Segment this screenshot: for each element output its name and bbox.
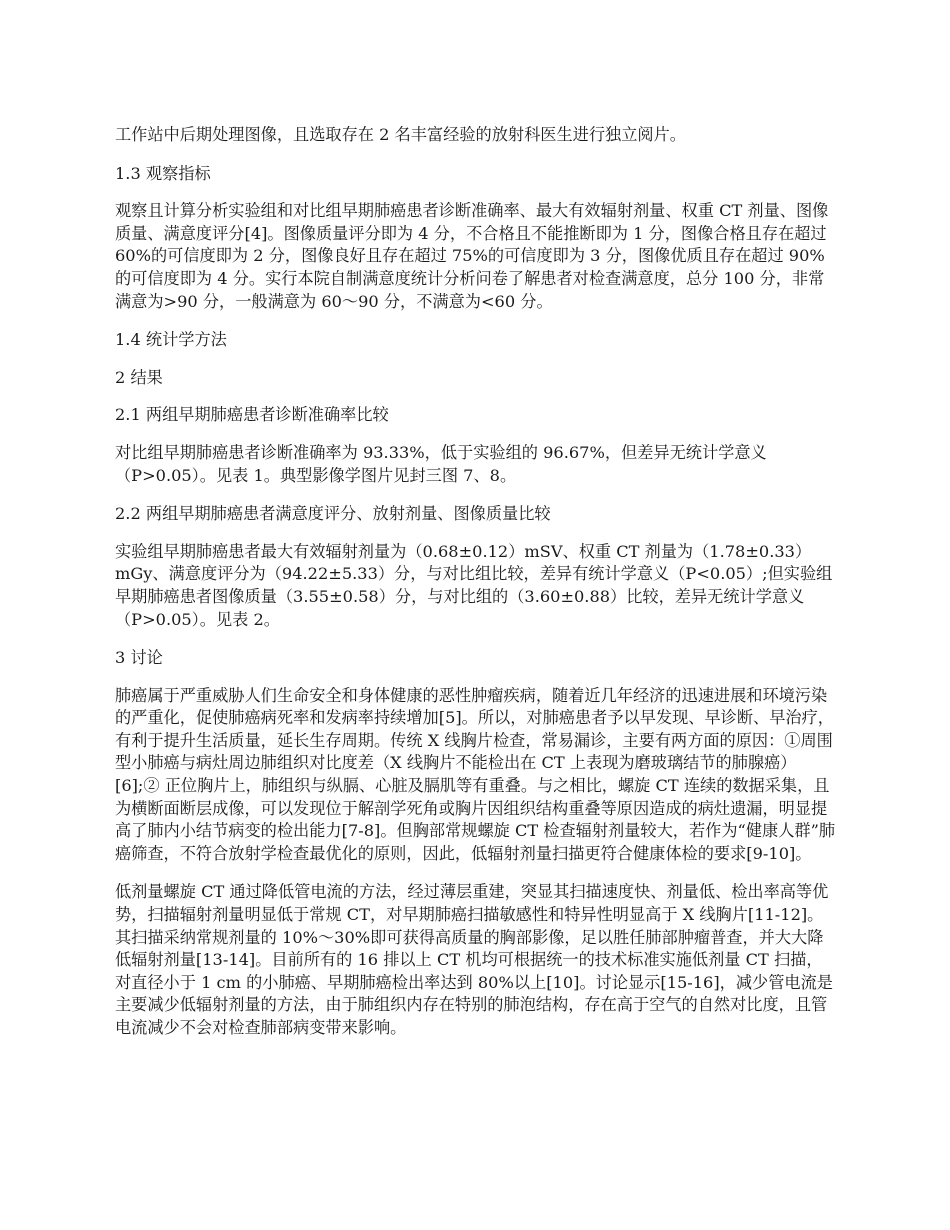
- paragraph-discussion-2: 低剂量螺旋 CT 通过降低管电流的方法，经过薄层重建，突显其扫描速度快、剂量低、检出率高等优势，扫描辐射剂量明显低于常规 CT，对早期肺癌扫描敏感性和特异性明显高于 X 线胸片[11-12]。其扫描采纳常规剂量的 10%～30%即可获得高质量的胸部影像，足以胜任肺部肿瘤普查，并大大降低辐射剂量[13-14]。目前所有的 16 排以上 CT 机均可根据统一的技术标准实施低剂量 CT 扫描，对直径小于 1 cm 的小肺癌、早期肺癌检出率达到 80%以上[10]。讨论显示[15-16]，减少管电流是主要减少低辐射剂量的方法，由于肺组织内存在特别的肺泡结构，存在高于空气的自然对比度，且管电流减少不会对检查肺部病变带来影响。: [115, 882, 833, 1037]
- section-heading-2: 2 结果: [115, 367, 163, 387]
- section-heading-3: 3 讨论: [115, 648, 163, 668]
- paragraph-intro-continued: 工作站中后期处理图像，且选取存在 2 名丰富经验的放射科医生进行独立阅片。: [115, 125, 686, 144]
- document-page: [115, 124, 837, 1040]
- paragraph-accuracy-result: 对比组早期肺癌患者诊断准确率为 93.33%，低于实验组的 96.67%，但差异无统计学意义（P>0.05）。见表 1。典型影像学图片见封三图 7、8。: [115, 442, 767, 485]
- paragraph-discussion-1: 肺癌属于严重威胁人们生命安全和身体健康的恶性肿瘤疾病，随着近几年经济的迅速进展和环境污染的严重化，促使肺癌病死率和发病率持续增加[5]。所以，对肺癌患者予以早发现、早诊断、早治疗，有利于提升生活质量，延长生存周期。传统 X 线胸片检查，常易漏诊，主要有两方面的原因：①周围型小肺癌与病灶周边肺组织对比度差（X 线胸片不能检出在 CT 上表现为磨玻璃结节的肺腺癌）[6];② 正位胸片上，肺组织与纵膈、心脏及膈肌等有重叠。与之相比，螺旋 CT 连续的数据采集，且为横断面断层成像，可以发现位于解剖学死角或胸片因组织结构重叠等原因造成的病灶遗漏，明显提高了肺内小结节病变的检出能力[7-8]。但胸部常规螺旋 CT 检查辐射剂量较大，若作为“健康人群”肺癌筛查，不符合放射学检查最优化的原则，因此，低辐射剂量扫描更符合健康体检的要求[9-10]。: [115, 685, 836, 863]
- section-heading-1-4: 1.4 统计学方法: [115, 330, 227, 350]
- section-heading-1-3: 1.3 观察指标: [115, 163, 211, 183]
- paragraph-dose-result: 实验组早期肺癌患者最大有效辐射剂量为（0.68±0.12）mSV、权重 CT 剂量为（1.78±0.33）mGy、满意度评分为（94.22±5.33）分，与对比组比较，差异有统计学意义（P<0.05）;但实验组早期肺癌患者图像质量（3.55±0.58）分，与对比组的（3.60±0.88）比较，差异无统计学意义（P>0.05）。见表 2。: [115, 541, 833, 629]
- section-heading-2-2: 2.2 两组早期肺癌患者满意度评分、放射剂量、图像质量比较: [115, 504, 551, 524]
- paragraph-observation-indicators: 观察且计算分析实验组和对比组早期肺癌患者诊断准确率、最大有效辐射剂量、权重 CT 剂量、图像质量、满意度评分[4]。图像质量评分即为 4 分，不合格且不能推断即为 1 分，图像合格且存在超过 60%的可信度即为 2 分，图像良好且存在超过 75%的可信度即为 3 分，图像优质且存在超过 90%的可信度即为 4 分。实行本院自制满意度统计分析问卷了解患者对检查满意度，总分 100 分，非常满意为>90 分，一般满意为 60～90 分，不满意为<60 分。: [115, 201, 829, 311]
- section-heading-2-1: 2.1 两组早期肺癌患者诊断准确率比较: [115, 405, 389, 425]
